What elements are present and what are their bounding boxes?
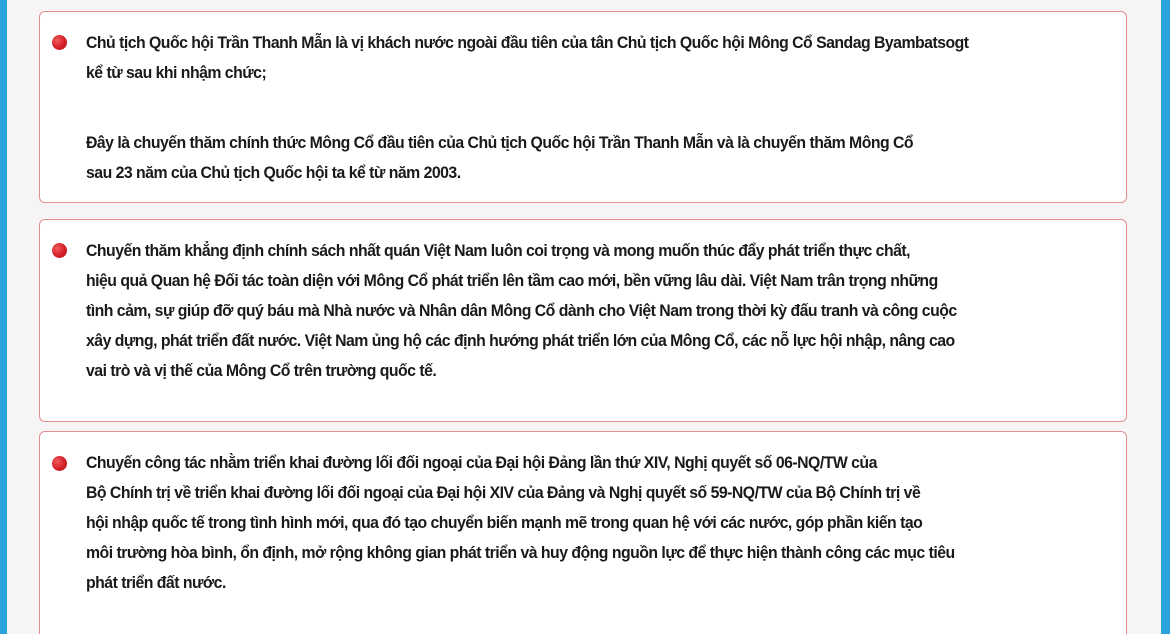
card-2-paragraph bbox=[86, 236, 1035, 386]
info-card-1 bbox=[39, 11, 1127, 203]
text-line: vai trò và vị thế của Mông Cổ trên trường quốc tế. bbox=[86, 361, 437, 380]
text-line: sau 23 năm của Chủ tịch Quốc hội ta kể từ năm 2003. bbox=[86, 163, 461, 182]
left-accent-bar bbox=[0, 0, 7, 634]
text-line: kể từ sau khi nhậm chức; bbox=[86, 63, 267, 82]
text-line: hiệu quả Quan hệ Đối tác toàn diện với Mông Cổ phát triển lên tầm cao mới, bền vững lâu dài. Việt Nam trân trọng những bbox=[86, 271, 938, 290]
card-3-paragraph bbox=[86, 448, 1035, 598]
text-line: hội nhập quốc tế trong tình hình mới, qua đó tạo chuyển biến mạnh mẽ trong quan hệ với các nước, góp phần kiến tạo bbox=[86, 513, 923, 532]
text-line: Đây là chuyến thăm chính thức Mông Cổ đầu tiên của Chủ tịch Quốc hội Trần Thanh Mẫn và là chuyến thăm Mông Cổ bbox=[86, 133, 914, 152]
infographic-content bbox=[39, 11, 1129, 634]
text-line: môi trường hòa bình, ổn định, mở rộng không gian phát triển và huy động nguồn lực để thực hiện thành công các mục tiêu bbox=[86, 543, 955, 562]
right-accent-bar bbox=[1161, 0, 1170, 634]
red-dot-icon bbox=[52, 243, 67, 258]
text-line: Chuyến thăm khẳng định chính sách nhất quán Việt Nam luôn coi trọng và mong muốn thúc đẩy phát triển thực chất, bbox=[86, 241, 911, 260]
text-line: xây dựng, phát triển đất nước. Việt Nam ủng hộ các định hướng phát triển lớn của Mông Cổ, các nỗ lực hội nhập, nâng cao bbox=[86, 331, 955, 350]
text-line: Chuyến công tác nhằm triển khai đường lối đối ngoại của Đại hội Đảng lần thứ XIV, Nghị quyết số 06-NQ/TW của bbox=[86, 453, 877, 472]
card-1-paragraph-2 bbox=[86, 128, 1035, 188]
text-line: phát triển đất nước. bbox=[86, 573, 226, 592]
info-card-2 bbox=[39, 219, 1127, 422]
text-line: Bộ Chính trị về triển khai đường lối đối ngoại của Đại hội XIV của Đảng và Nghị quyết số 59-NQ/TW của Bộ Chính trị về bbox=[86, 483, 921, 502]
red-dot-icon bbox=[52, 456, 67, 471]
text-line: tình cảm, sự giúp đỡ quý báu mà Nhà nước và Nhân dân Mông Cổ dành cho Việt Nam trong thời kỳ đấu tranh và công cuộc bbox=[86, 301, 957, 320]
info-card-3 bbox=[39, 431, 1127, 634]
red-dot-icon bbox=[52, 35, 67, 50]
card-1-paragraph-1 bbox=[86, 28, 1035, 88]
text-line: Chủ tịch Quốc hội Trần Thanh Mẫn là vị khách nước ngoài đầu tiên của tân Chủ tịch Quốc hội Mông Cổ Sandag Byambatsogt bbox=[86, 33, 969, 52]
